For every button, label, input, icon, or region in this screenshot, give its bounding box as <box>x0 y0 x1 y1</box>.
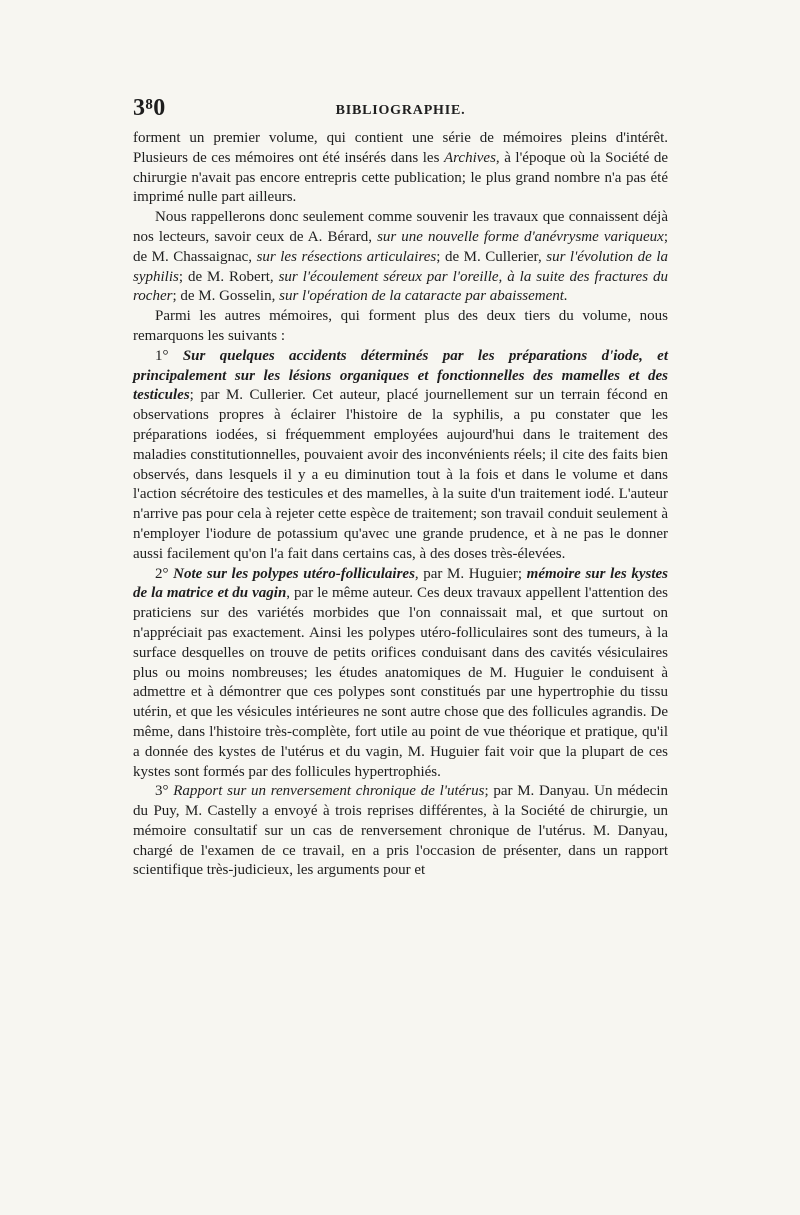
emphasis-text: sur l'opération de la cataracte par abaissement. <box>279 288 568 305</box>
text-run: Nous rappellerons donc seulement comme souvenir les travaux que connaissent déjà nos lecteurs, savoir ceux de A. Bérard, <box>133 209 668 245</box>
text-run: 3° <box>155 783 174 800</box>
book-page <box>133 93 668 893</box>
emphasis-text: Sur quelques accidents déterminés par les préparations d'iode, et principalement sur les lésions organiques et fonctionnelles des mamelles et des testicules <box>133 347 668 404</box>
text-run: forment un premier volume, qui contient une série de mémoires pleins d'intérêt. Plusieurs de ces mémoires ont été insérés dans les <box>133 130 668 166</box>
paragraph-6 <box>133 782 668 881</box>
emphasis-text: Note sur les polypes utéro-folliculaires <box>173 565 415 582</box>
paragraph-4 <box>133 347 668 565</box>
emphasis-text: Rapport sur un renversement chronique de l'utérus <box>173 783 485 800</box>
text-run: ; de M. Chassaignac, <box>133 228 668 265</box>
emphasis-text: mémoire sur les kystes de la matrice et du vagin <box>133 565 669 602</box>
text-run: Parmi les autres mémoires, qui forment plus des deux tiers du volume, nous remarquons les suivants : <box>133 308 668 344</box>
text-run: 2° <box>155 565 174 582</box>
text-run: , par le même auteur. Ces deux travaux appellent l'attention des praticiens sur des variétés morbides que l'on connaissait mal, et que surtout on n'appréciait pas exactement. Ainsi les polypes utéro-folliculaires sont des tumeurs, à la surface desquelles on trouve de petits orifices conduisant dans des cavités vésiculaires plus ou moins nombreuses; les études anatomiques de M. Huguier le conduisent à admettre et à démontrer que ces polypes sont constitués par une hypertrophie du tissu utérin, et que les vésicules intérieures ne sont autre chose que des follicules agrandis. De même, dans l'histoire très-complète, fort utile au point de vue théorique et pratique, qu'il a donnée des kystes de l'utérus et du vagin, M. Huguier fait voir que la plupart de ces kystes sont formés par des follicules hypertrophiés. <box>133 585 668 780</box>
emphasis-text: sur l'évolution de la syphilis <box>133 248 669 285</box>
emphasis-text: Archives <box>443 149 496 166</box>
emphasis-text: sur les résections articulaires <box>256 248 437 265</box>
paragraph-1 <box>133 129 668 208</box>
text-run: ; de M. Gosselin, <box>172 288 280 305</box>
text-run: 1° <box>155 347 183 364</box>
bleed-through-line <box>133 885 668 893</box>
emphasis-text: sur une nouvelle forme d'anévrysme variqueux <box>377 228 664 245</box>
paragraph-3 <box>133 307 668 347</box>
text-run: ; par M. Danyau. Un médecin du Puy, M. Castelly a envoyé à trois reprises différentes, à la Société de chirurgie, un mémoire consultatif sur un cas de renversement chronique de l'utérus. M. Danyau, chargé de l'examen de ce travail, en a pris l'occasion de présenter, dans un rapport scientifique très-judicieux, les arguments pour et <box>133 783 669 879</box>
paragraph-5 <box>133 565 668 783</box>
text-run: , par M. Huguier; <box>414 565 527 582</box>
text-run: , à l'époque où la Société de chirurgie n'avait pas encore entrepris cette publication; le plus grand nombre n'a pas été imprimé nulle part ailleurs. <box>133 149 668 206</box>
paragraph-2 <box>133 208 668 307</box>
emphasis-text: sur l'écoulement séreux par l'oreille, à la suite des fractures du rocher <box>133 268 668 305</box>
body-text <box>133 129 668 881</box>
running-head: BIBLIOGRAPHIE. <box>335 103 466 118</box>
text-run: ; par M. Cullerier. Cet auteur, placé journellement sur un terrain fécond en observations propres à éclairer l'histoire de la syphilis, a pu constater que les préparations iodées, si fréquemment employées aujourd'hui dans le traitement des maladies constitutionnelles, pouvaient avoir des inconvénients réels; il cite des faits bien observés, dans lesquels il y a eu diminution tout à la fois et dans le volume et dans l'action sécrétoire des testicules et des mamelles, à la suite d'un traitement iodé. L'auteur n'arrive pas pour cela à rejeter cette espèce de traitement; son travail conduit seulement à n'employer l'iodure de potassium qu'avec une grande prudence, et à ne pas le donner aussi facilement qu'on l'a fait dans certains cas, à des doses très-élevées. <box>133 387 668 562</box>
page-header <box>133 93 668 129</box>
text-run: ; de M. Cullerier, <box>436 248 547 265</box>
page-number: 3⁸0 <box>133 95 166 121</box>
text-run: ; de M. Robert, <box>178 268 279 285</box>
